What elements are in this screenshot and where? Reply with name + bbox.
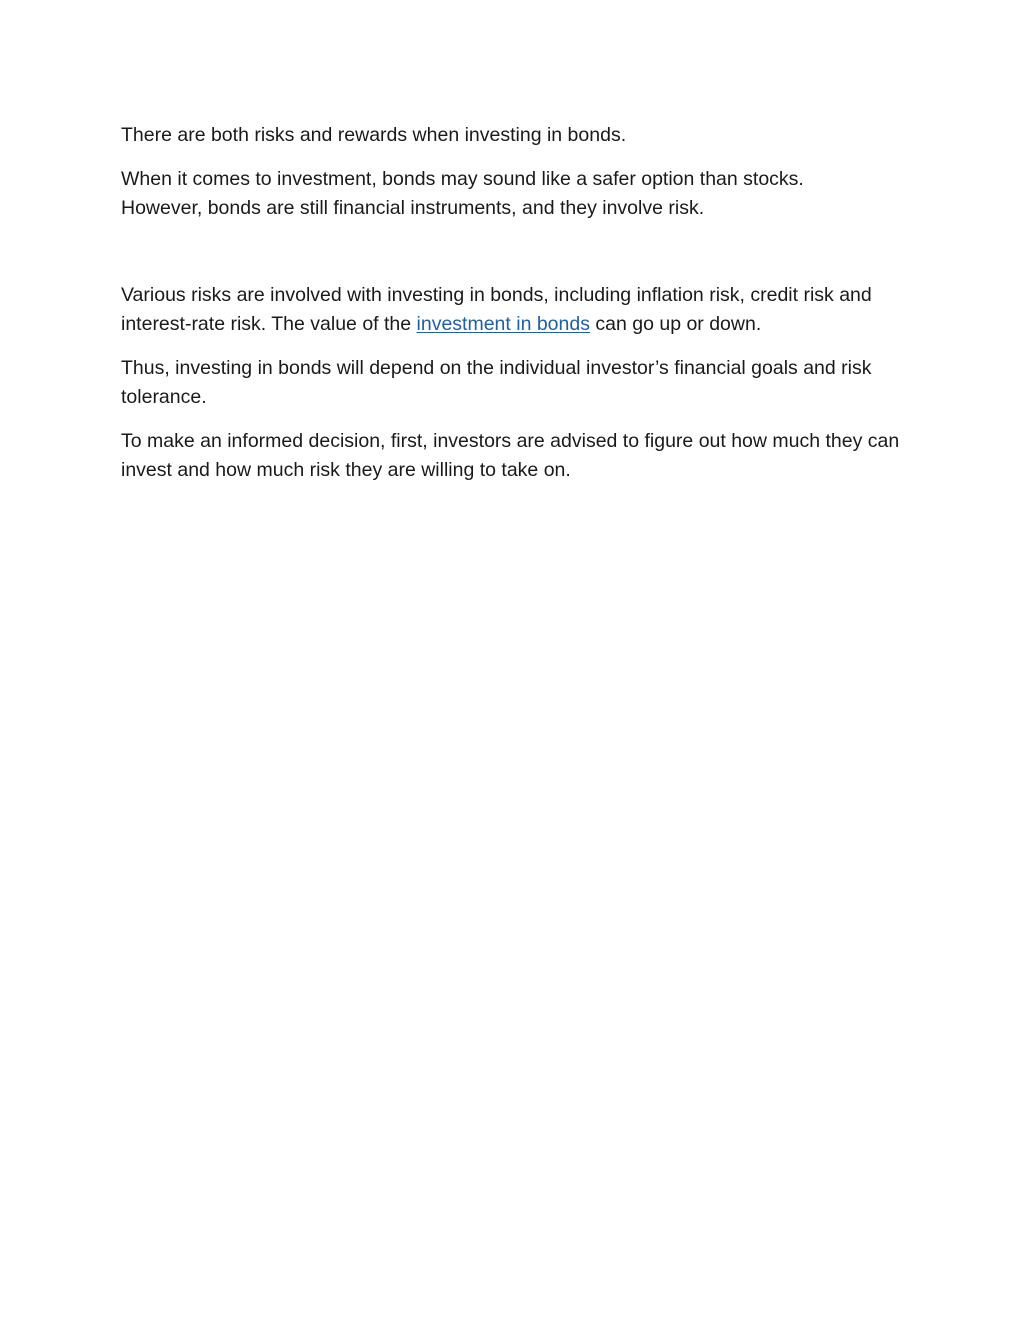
- paragraph-safer-option-line-1: When it comes to investment, bonds may sound like a safer option than stocks.: [121, 167, 804, 190]
- paragraph-various-risks-tail: can go up or down.: [589, 313, 762, 335]
- paragraph-investor-goals: Thus, investing in bonds will depend on the individual investor’s financial goals and risk tolerance.: [121, 356, 872, 408]
- investment-in-bonds-link[interactable]: investment in bonds: [416, 313, 590, 335]
- paragraph-safer-option-line-2: However, bonds are still financial instruments, and they involve risk.: [121, 197, 705, 219]
- paragraph-various-risks-text: Various risks are involved with investing in bonds, including inflation risk, credit risk and interest-rate risk. The value of the: [121, 283, 872, 335]
- paragraph-informed-decision: To make an informed decision, first, investors are advised to figure out how much they can invest and how much risk they are willing to take on.: [121, 429, 900, 481]
- document-body: [121, 121, 901, 486]
- paragraph-safer-option: [121, 165, 901, 224]
- paragraph-various-risks: [121, 281, 901, 340]
- paragraph-risks-rewards: There are both risks and rewards when investing in bonds.: [121, 124, 627, 146]
